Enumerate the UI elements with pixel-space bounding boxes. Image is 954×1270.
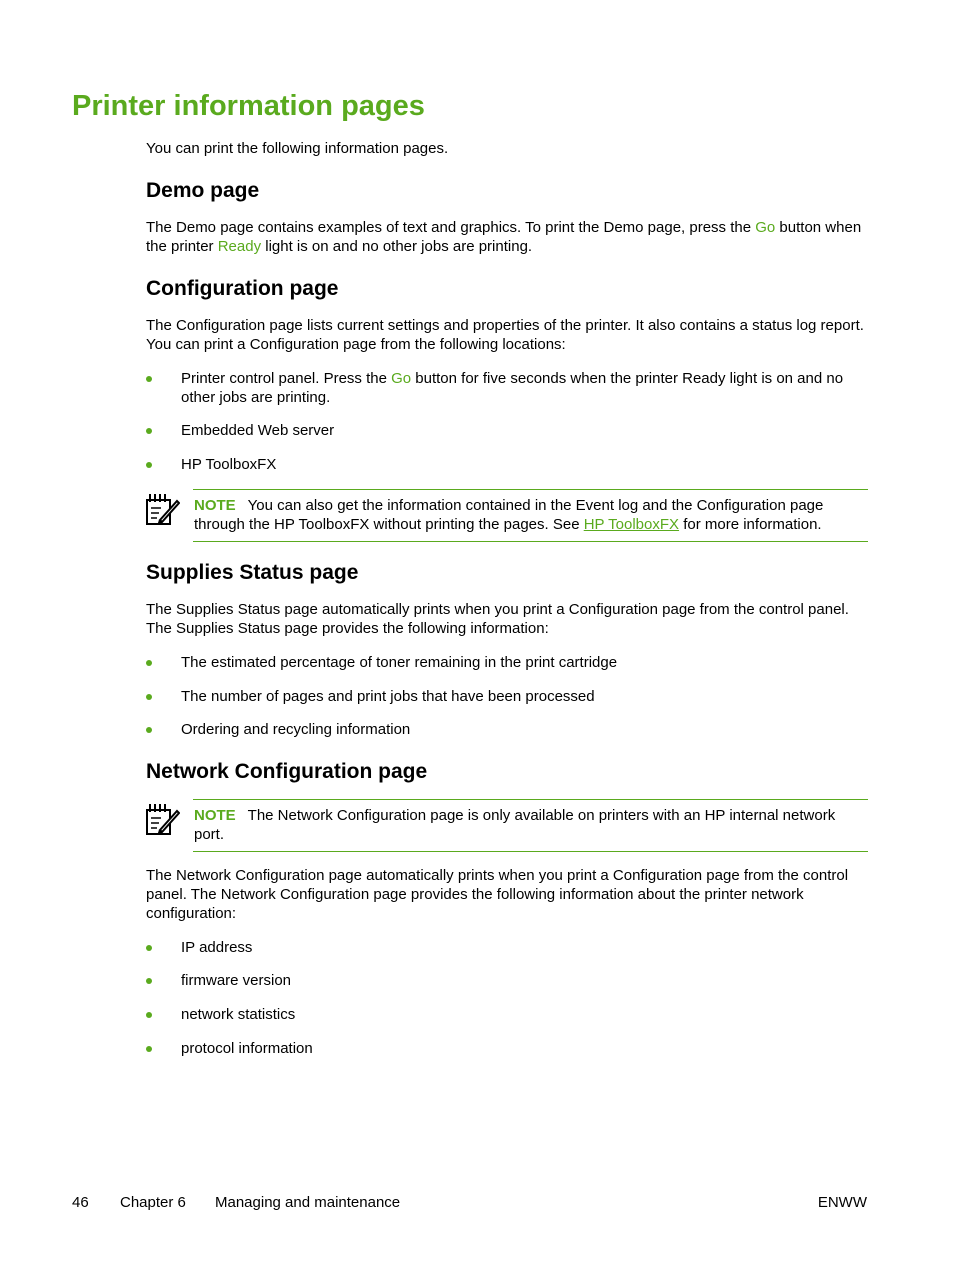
list-item <box>146 938 868 957</box>
note-label: NOTE <box>194 807 236 824</box>
network-info-list <box>146 938 868 1058</box>
list-item-text: HP ToolboxFX <box>181 456 277 473</box>
intro-paragraph: You can print the following information pages. <box>146 140 449 157</box>
config-heading: Configuration page <box>146 277 339 300</box>
bullet-icon <box>146 1046 152 1052</box>
note-pencil-icon <box>146 492 180 526</box>
network-paragraph: The Network Configuration page automatically prints when you print a Configuration page from the control panel. The Network Configuration page provides the following information about the printer network configuration: <box>146 867 849 922</box>
network-heading: Network Configuration page <box>146 760 428 783</box>
note-pencil-icon <box>146 802 180 836</box>
page-title: Printer information pages <box>72 90 425 122</box>
note-label: NOTE <box>194 497 236 514</box>
bullet-icon <box>146 376 152 382</box>
supplies-paragraph: The Supplies Status page automatically prints when you print a Configuration page from the control panel. The Supplies Status page provides the following information: <box>146 601 849 637</box>
demo-text-2: button when the printer <box>146 219 862 255</box>
list-item-text: The number of pages and print jobs that have been processed <box>181 688 595 705</box>
list-item-text: network statistics <box>181 1006 296 1023</box>
bullet-icon <box>146 978 152 984</box>
note-top-rule <box>193 489 868 490</box>
list-item <box>146 653 868 672</box>
note-box <box>146 799 868 853</box>
list-item-text: The estimated percentage of toner remaining in the print cartridge <box>181 654 618 671</box>
list-item <box>146 971 868 990</box>
list-item <box>146 421 868 440</box>
footer-page-number: 46 <box>72 1194 89 1211</box>
config-paragraph: The Configuration page lists current settings and properties of the printer. It also contains a status log report. You can print a Configuration page from the following locations: <box>146 317 864 353</box>
list-item <box>146 720 868 739</box>
supplies-info-list <box>146 653 868 739</box>
demo-paragraph <box>146 218 868 256</box>
list-item <box>146 1039 868 1058</box>
supplies-heading: Supplies Status page <box>146 561 359 584</box>
footer-edition: ENWW <box>817 1194 867 1211</box>
go-button-label: Go <box>391 370 412 387</box>
list-item-text: Embedded Web server <box>181 422 335 439</box>
demo-heading: Demo page <box>146 179 260 202</box>
list-item <box>146 455 868 474</box>
bullet-icon <box>146 727 152 733</box>
note-text <box>194 496 868 534</box>
hp-toolboxfx-link[interactable]: HP ToolboxFX <box>583 516 680 533</box>
bullet-icon <box>146 1012 152 1018</box>
bullet-icon <box>146 660 152 666</box>
note-body-end: for more information. <box>679 516 822 533</box>
bullet-icon <box>146 428 152 434</box>
list-item-text: Printer control panel. Press the <box>181 370 392 387</box>
bullet-icon <box>146 945 152 951</box>
bullet-icon <box>146 462 152 468</box>
bullet-icon <box>146 694 152 700</box>
note-body: The Network Configuration page is only available on printers with an HP internal network port. <box>194 807 836 843</box>
list-item-text: Ordering and recycling information <box>181 721 411 738</box>
footer-chapter: Chapter 6 <box>120 1194 186 1211</box>
note-bottom-rule <box>193 851 868 852</box>
note-top-rule <box>193 799 868 800</box>
list-item-text: button for five seconds when the printer Ready light is on and no other jobs are printing. <box>181 370 844 406</box>
footer-chapter-title: Managing and maintenance <box>215 1194 401 1211</box>
note-bottom-rule <box>193 541 868 542</box>
note-body: You can also get the information contained in the Event log and the Configuration page through the HP ToolboxFX without printing the pages. See <box>194 497 824 533</box>
note-text <box>194 806 868 844</box>
demo-text-3: light is on and no other jobs are printing. <box>261 238 533 255</box>
ready-light-label: Ready <box>217 238 262 255</box>
list-item <box>146 369 868 407</box>
list-item <box>146 687 868 706</box>
list-item-text: IP address <box>181 939 253 956</box>
list-item-text: firmware version <box>181 972 292 989</box>
config-location-list <box>146 369 868 474</box>
note-box <box>146 489 868 543</box>
go-button-label: Go <box>755 219 776 236</box>
list-item-text: protocol information <box>181 1040 313 1057</box>
demo-text-1: The Demo page contains examples of text and graphics. To print the Demo page, press the <box>146 219 756 236</box>
list-item <box>146 1005 868 1024</box>
